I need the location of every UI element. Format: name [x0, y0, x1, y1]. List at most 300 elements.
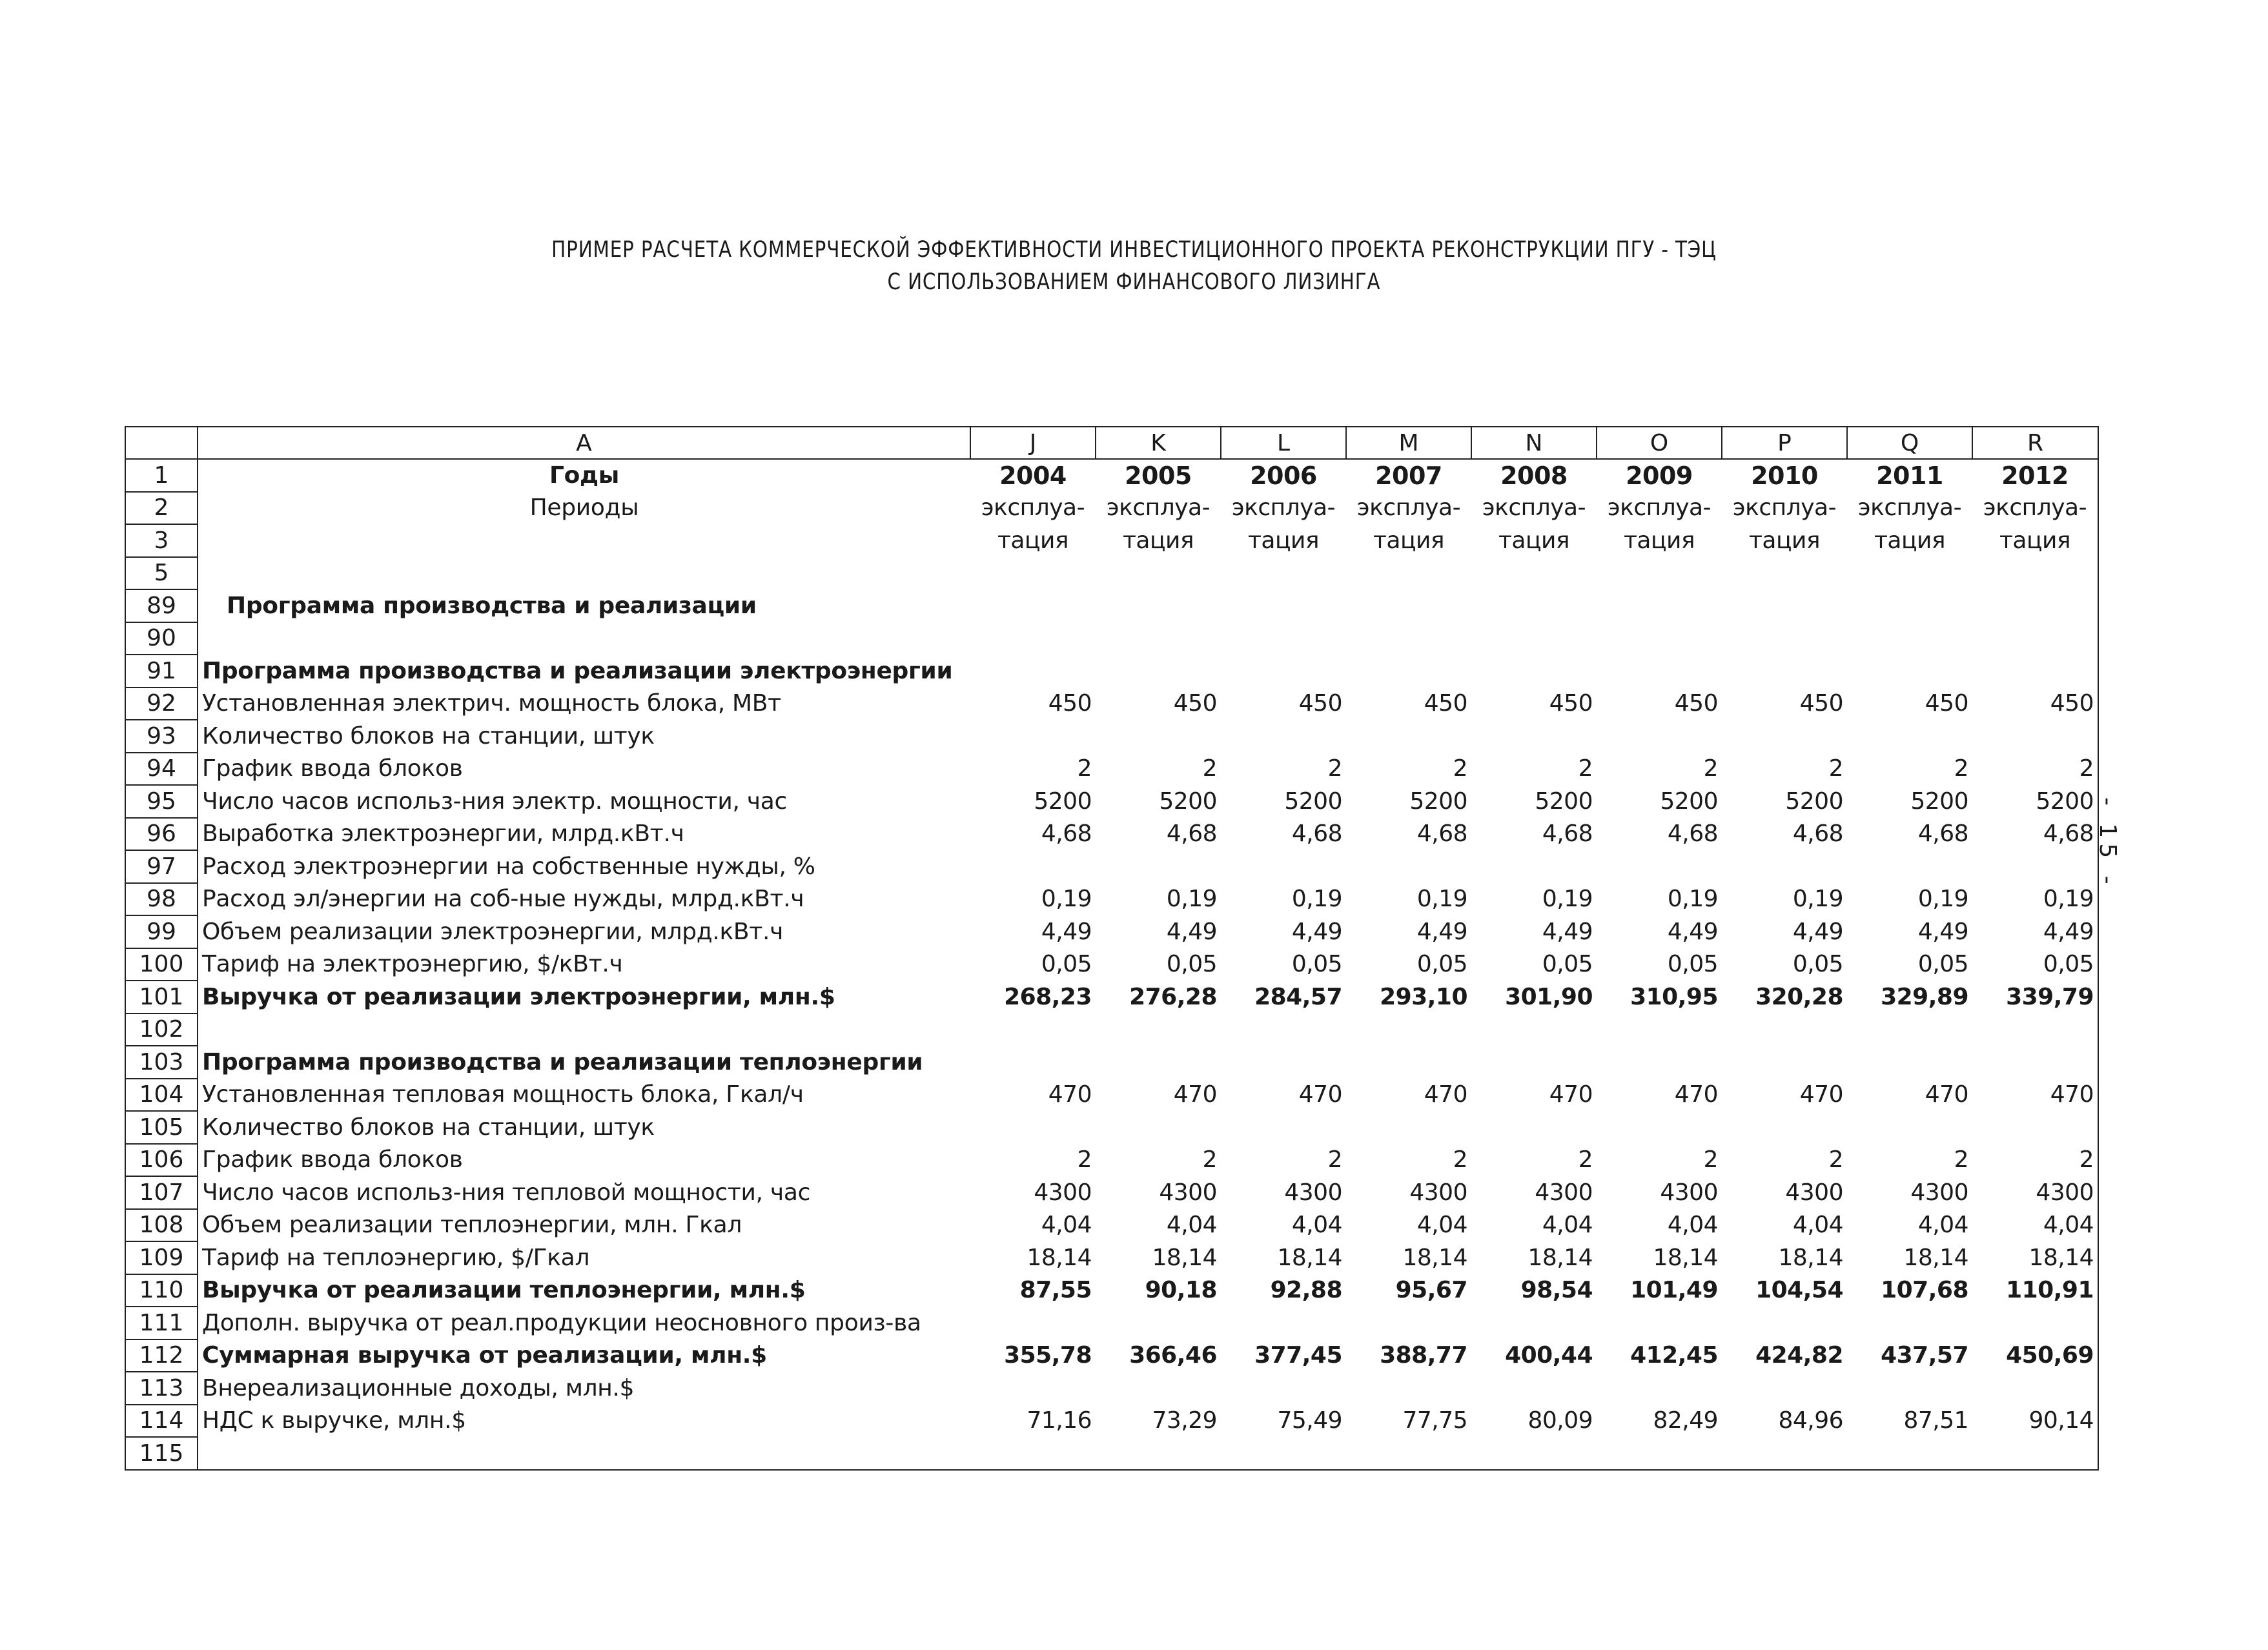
- value-cell[interactable]: 18,14: [1152, 1244, 1217, 1271]
- value-cell[interactable]: 424,82: [1755, 1342, 1843, 1369]
- value-cell[interactable]: [1346, 622, 1471, 655]
- value-cell[interactable]: 388,77: [1380, 1342, 1467, 1369]
- value-cell[interactable]: 301,90: [1505, 983, 1593, 1010]
- row-label-cell[interactable]: [198, 622, 970, 655]
- value-cell[interactable]: 0,05: [1041, 951, 1092, 978]
- value-cell[interactable]: 2: [1578, 1146, 1593, 1174]
- value-cell[interactable]: 4,49: [1972, 915, 2098, 948]
- value-cell[interactable]: [1972, 1307, 2098, 1339]
- value-cell[interactable]: 4,68: [1542, 820, 1593, 848]
- row-number[interactable]: 2: [125, 492, 198, 525]
- row-number[interactable]: 115: [125, 1437, 198, 1470]
- value-cell[interactable]: [1847, 589, 1972, 622]
- row-label-cell[interactable]: Программа производства и реализации: [198, 589, 970, 622]
- value-cell[interactable]: эксплуа-: [1482, 494, 1586, 522]
- row-number[interactable]: 114: [125, 1405, 198, 1438]
- value-cell[interactable]: [1972, 655, 2098, 688]
- value-cell[interactable]: 0,05: [1667, 951, 1718, 978]
- value-cell[interactable]: [970, 1307, 1096, 1339]
- value-cell[interactable]: 107,68: [1881, 1277, 1968, 1304]
- value-cell[interactable]: 2: [1578, 755, 1593, 782]
- row-number[interactable]: 98: [125, 883, 198, 916]
- row-number[interactable]: 103: [125, 1046, 198, 1079]
- value-cell[interactable]: 0,05: [1972, 948, 2098, 981]
- value-cell[interactable]: эксплуа-: [981, 494, 1085, 522]
- value-cell[interactable]: [1847, 1372, 1972, 1405]
- value-cell[interactable]: 4300: [1409, 1179, 1467, 1206]
- value-cell[interactable]: 2: [1077, 1146, 1092, 1174]
- value-cell[interactable]: 0,05: [1416, 951, 1467, 978]
- value-cell[interactable]: 366,46: [1129, 1342, 1217, 1369]
- value-cell[interactable]: [1722, 1013, 1847, 1046]
- value-cell[interactable]: 4,04: [1291, 1212, 1342, 1239]
- value-cell[interactable]: 2010: [1751, 461, 1818, 490]
- value-cell[interactable]: [1096, 1437, 1221, 1470]
- value-cell[interactable]: 92,88: [1270, 1277, 1342, 1304]
- value-cell[interactable]: 4,68: [1041, 820, 1092, 848]
- value-cell[interactable]: 4300: [1284, 1179, 1342, 1206]
- row-label-cell[interactable]: Количество блоков на станции, штук: [198, 720, 970, 753]
- value-cell[interactable]: [970, 1013, 1096, 1046]
- row-number[interactable]: 100: [125, 948, 198, 981]
- value-cell[interactable]: 0,19: [1041, 886, 1092, 913]
- value-cell[interactable]: [1597, 557, 1722, 590]
- value-cell[interactable]: 5200: [1785, 788, 1843, 815]
- value-cell[interactable]: 0,05: [1166, 951, 1217, 978]
- row-label-cell[interactable]: Суммарная выручка от реализации, млн.$: [198, 1339, 970, 1372]
- value-cell[interactable]: [1722, 720, 1847, 753]
- value-cell[interactable]: [1096, 1013, 1221, 1046]
- value-cell[interactable]: тация: [1373, 527, 1445, 554]
- row-number[interactable]: 95: [125, 785, 198, 818]
- value-cell[interactable]: 75,49: [1277, 1407, 1342, 1434]
- value-cell[interactable]: 2: [1828, 1146, 1843, 1174]
- value-cell[interactable]: 470: [1799, 1081, 1843, 1108]
- row-label-cell[interactable]: Объем реализации теплоэнергии, млн. Гкал: [198, 1209, 970, 1242]
- value-cell[interactable]: 110,91: [1972, 1274, 2098, 1307]
- value-cell[interactable]: [1972, 1013, 2098, 1046]
- row-number[interactable]: 112: [125, 1339, 198, 1372]
- value-cell[interactable]: 450: [1048, 690, 1092, 717]
- value-cell[interactable]: 18,14: [1402, 1244, 1467, 1271]
- value-cell[interactable]: [1221, 557, 1346, 590]
- value-cell[interactable]: [1972, 850, 2098, 883]
- row-number[interactable]: 111: [125, 1307, 198, 1339]
- value-cell[interactable]: [970, 557, 1096, 590]
- value-cell[interactable]: 329,89: [1881, 983, 1968, 1010]
- value-cell[interactable]: [970, 1372, 1096, 1405]
- row-number[interactable]: 94: [125, 753, 198, 786]
- value-cell[interactable]: [1221, 1013, 1346, 1046]
- row-label-cell[interactable]: Расход эл/энергии на соб-ные нужды, млрд.кВт.ч: [198, 883, 970, 916]
- value-cell[interactable]: 0,05: [1291, 951, 1342, 978]
- value-cell[interactable]: 4,49: [1416, 918, 1467, 945]
- value-cell[interactable]: [1221, 622, 1346, 655]
- value-cell[interactable]: [1597, 850, 1722, 883]
- value-cell[interactable]: 4,04: [1972, 1209, 2098, 1242]
- value-cell[interactable]: 470: [1298, 1081, 1342, 1108]
- value-cell[interactable]: 4,04: [1792, 1212, 1843, 1239]
- value-cell[interactable]: [1471, 1046, 1597, 1079]
- column-header-a[interactable]: A: [198, 427, 970, 459]
- column-header-q[interactable]: Q: [1847, 427, 1972, 459]
- value-cell[interactable]: 355,78: [1004, 1342, 1092, 1369]
- row-number[interactable]: 102: [125, 1013, 198, 1046]
- value-cell[interactable]: [1096, 622, 1221, 655]
- row-label-cell[interactable]: Выручка от реализации электроэнергии, млн.$: [198, 981, 970, 1013]
- value-cell[interactable]: 450: [1424, 690, 1467, 717]
- value-cell[interactable]: 4,68: [1166, 820, 1217, 848]
- value-cell[interactable]: [970, 655, 1096, 688]
- value-cell[interactable]: 0,05: [1792, 951, 1843, 978]
- value-cell[interactable]: [1597, 1013, 1722, 1046]
- value-cell[interactable]: [1471, 1437, 1597, 1470]
- value-cell[interactable]: 0,19: [1792, 886, 1843, 913]
- value-cell[interactable]: 450: [1799, 690, 1843, 717]
- row-label-cell[interactable]: Тариф на электроэнергию, $/кВт.ч: [198, 948, 970, 981]
- value-cell[interactable]: 18,14: [1277, 1244, 1342, 1271]
- value-cell[interactable]: 2: [1972, 1144, 2098, 1177]
- value-cell[interactable]: [1096, 589, 1221, 622]
- value-cell[interactable]: 5200: [1159, 788, 1217, 815]
- value-cell[interactable]: 4,49: [1792, 918, 1843, 945]
- value-cell[interactable]: 4300: [1972, 1176, 2098, 1209]
- row-number[interactable]: 91: [125, 655, 198, 688]
- value-cell[interactable]: [1722, 1111, 1847, 1144]
- value-cell[interactable]: [1471, 1013, 1597, 1046]
- value-cell[interactable]: 276,28: [1129, 983, 1217, 1010]
- row-label-cell[interactable]: [198, 557, 970, 590]
- value-cell[interactable]: 90,14: [1972, 1405, 2098, 1438]
- row-label-cell[interactable]: Периоды: [198, 492, 970, 525]
- value-cell[interactable]: [1471, 1307, 1597, 1339]
- value-cell[interactable]: [1346, 1437, 1471, 1470]
- row-number[interactable]: 90: [125, 622, 198, 655]
- value-cell[interactable]: 4,04: [1542, 1212, 1593, 1239]
- value-cell[interactable]: [1722, 655, 1847, 688]
- column-header-m[interactable]: M: [1346, 427, 1471, 459]
- value-cell[interactable]: тация: [1247, 527, 1320, 554]
- value-cell[interactable]: 4,49: [1542, 918, 1593, 945]
- value-cell[interactable]: эксплуа-: [1106, 494, 1211, 522]
- value-cell[interactable]: [1597, 1046, 1722, 1079]
- value-cell[interactable]: [1221, 850, 1346, 883]
- column-header-o[interactable]: O: [1597, 427, 1722, 459]
- value-cell[interactable]: [1096, 1046, 1221, 1079]
- value-cell[interactable]: [1972, 589, 2098, 622]
- value-cell[interactable]: [1972, 622, 2098, 655]
- value-cell[interactable]: 0,19: [1166, 886, 1217, 913]
- row-number[interactable]: 101: [125, 981, 198, 1013]
- value-cell[interactable]: [1346, 720, 1471, 753]
- row-number[interactable]: 105: [125, 1111, 198, 1144]
- value-cell[interactable]: [1847, 622, 1972, 655]
- value-cell[interactable]: 18,14: [1972, 1241, 2098, 1274]
- value-cell[interactable]: [1597, 1307, 1722, 1339]
- value-cell[interactable]: 4,04: [1917, 1212, 1968, 1239]
- value-cell[interactable]: 2011: [1876, 461, 1943, 490]
- value-cell[interactable]: [1847, 1013, 1972, 1046]
- value-cell[interactable]: 82,49: [1653, 1407, 1718, 1434]
- row-label-cell[interactable]: Установленная тепловая мощность блока, Гкал/ч: [198, 1079, 970, 1112]
- column-header-r[interactable]: R: [1972, 427, 2098, 459]
- value-cell[interactable]: [1722, 589, 1847, 622]
- row-number[interactable]: 89: [125, 589, 198, 622]
- value-cell[interactable]: 320,28: [1755, 983, 1843, 1010]
- value-cell[interactable]: [1096, 1111, 1221, 1144]
- row-number[interactable]: 99: [125, 915, 198, 948]
- value-cell[interactable]: эксплуа-: [1231, 494, 1336, 522]
- value-cell[interactable]: [1471, 1111, 1597, 1144]
- value-cell[interactable]: тация: [1874, 527, 1946, 554]
- value-cell[interactable]: 4,49: [1917, 918, 1968, 945]
- value-cell[interactable]: 2012: [1972, 459, 2098, 492]
- value-cell[interactable]: 437,57: [1881, 1342, 1968, 1369]
- value-cell[interactable]: [1847, 655, 1972, 688]
- value-cell[interactable]: 4,68: [1917, 820, 1968, 848]
- value-cell[interactable]: [1722, 1437, 1847, 1470]
- value-cell[interactable]: 2: [1077, 755, 1092, 782]
- value-cell[interactable]: 0,19: [1972, 883, 2098, 916]
- value-cell[interactable]: [1346, 589, 1471, 622]
- value-cell[interactable]: эксплуа-: [1732, 494, 1837, 522]
- value-cell[interactable]: [970, 720, 1096, 753]
- row-label-cell[interactable]: Программа производства и реализации электроэнергии: [198, 655, 970, 688]
- value-cell[interactable]: [1346, 1046, 1471, 1079]
- value-cell[interactable]: 4300: [1159, 1179, 1217, 1206]
- value-cell[interactable]: 339,79: [1972, 981, 2098, 1013]
- value-cell[interactable]: [1471, 720, 1597, 753]
- value-cell[interactable]: [1221, 1372, 1346, 1405]
- value-cell[interactable]: 0,19: [1416, 886, 1467, 913]
- value-cell[interactable]: 284,57: [1254, 983, 1342, 1010]
- value-cell[interactable]: 4300: [1034, 1179, 1092, 1206]
- value-cell[interactable]: 2: [1703, 1146, 1718, 1174]
- value-cell[interactable]: 470: [1173, 1081, 1217, 1108]
- value-cell[interactable]: 0,19: [1291, 886, 1342, 913]
- value-cell[interactable]: эксплуа-: [1607, 494, 1711, 522]
- value-cell[interactable]: 0,05: [1542, 951, 1593, 978]
- value-cell[interactable]: 5200: [1910, 788, 1968, 815]
- value-cell[interactable]: [1722, 1372, 1847, 1405]
- column-header-k[interactable]: K: [1096, 427, 1221, 459]
- value-cell[interactable]: [1597, 655, 1722, 688]
- value-cell[interactable]: 2009: [1626, 461, 1693, 490]
- value-cell[interactable]: [1471, 655, 1597, 688]
- value-cell[interactable]: 377,45: [1254, 1342, 1342, 1369]
- value-cell[interactable]: [1221, 1437, 1346, 1470]
- value-cell[interactable]: 71,16: [1027, 1407, 1092, 1434]
- value-cell[interactable]: тация: [1623, 527, 1695, 554]
- value-cell[interactable]: [1597, 720, 1722, 753]
- value-cell[interactable]: 4,49: [1291, 918, 1342, 945]
- value-cell[interactable]: 4,68: [1972, 818, 2098, 851]
- value-cell[interactable]: 4,49: [1667, 918, 1718, 945]
- value-cell[interactable]: 412,45: [1630, 1342, 1718, 1369]
- row-label-cell[interactable]: Тариф на теплоэнергию, $/Гкал: [198, 1241, 970, 1274]
- value-cell[interactable]: 450: [1972, 688, 2098, 720]
- value-cell[interactable]: 4,04: [1166, 1212, 1217, 1239]
- row-label-cell[interactable]: Дополн. выручка от реал.продукции неосновного произ-ва: [198, 1307, 970, 1339]
- value-cell[interactable]: [1847, 1111, 1972, 1144]
- column-header-l[interactable]: L: [1221, 427, 1346, 459]
- value-cell[interactable]: [970, 850, 1096, 883]
- row-number[interactable]: 96: [125, 818, 198, 851]
- value-cell[interactable]: [1722, 850, 1847, 883]
- value-cell[interactable]: [1847, 1437, 1972, 1470]
- value-cell[interactable]: 2: [1972, 753, 2098, 786]
- value-cell[interactable]: [970, 589, 1096, 622]
- value-cell[interactable]: [1346, 1372, 1471, 1405]
- value-cell[interactable]: [1722, 1046, 1847, 1079]
- value-cell[interactable]: 470: [1925, 1081, 1968, 1108]
- value-cell[interactable]: 87,55: [1019, 1277, 1092, 1304]
- value-cell[interactable]: [1346, 1307, 1471, 1339]
- row-number[interactable]: 110: [125, 1274, 198, 1307]
- row-label-cell[interactable]: [198, 524, 970, 557]
- value-cell[interactable]: 2005: [1125, 461, 1192, 490]
- value-cell[interactable]: [1221, 1046, 1346, 1079]
- row-number[interactable]: 107: [125, 1176, 198, 1209]
- row-number[interactable]: 93: [125, 720, 198, 753]
- value-cell[interactable]: 400,44: [1505, 1342, 1593, 1369]
- value-cell[interactable]: 5200: [1409, 788, 1467, 815]
- value-cell[interactable]: [970, 1046, 1096, 1079]
- value-cell[interactable]: [1847, 557, 1972, 590]
- value-cell[interactable]: 0,19: [1542, 886, 1593, 913]
- value-cell[interactable]: эксплуа-: [1857, 494, 1962, 522]
- value-cell[interactable]: 18,14: [1027, 1244, 1092, 1271]
- value-cell[interactable]: 5200: [1660, 788, 1718, 815]
- row-label-cell[interactable]: Программа производства и реализации теплоэнергии: [198, 1046, 970, 1079]
- value-cell[interactable]: [1471, 622, 1597, 655]
- value-cell[interactable]: 4300: [1660, 1179, 1718, 1206]
- value-cell[interactable]: 80,09: [1527, 1407, 1593, 1434]
- value-cell[interactable]: 2: [1453, 1146, 1467, 1174]
- row-label-cell[interactable]: Число часов использ-ния тепловой мощности, час: [198, 1176, 970, 1209]
- value-cell[interactable]: [1847, 720, 1972, 753]
- column-header-p[interactable]: P: [1722, 427, 1847, 459]
- value-cell[interactable]: [1722, 622, 1847, 655]
- value-cell[interactable]: 2004: [999, 461, 1067, 490]
- value-cell[interactable]: эксплуа-: [1972, 492, 2098, 525]
- row-label-cell[interactable]: Выработка электроэнергии, млрд.кВт.ч: [198, 818, 970, 851]
- value-cell[interactable]: [1346, 1013, 1471, 1046]
- row-label-cell[interactable]: Годы: [198, 459, 970, 492]
- value-cell[interactable]: 470: [1424, 1081, 1467, 1108]
- value-cell[interactable]: 5200: [1972, 785, 2098, 818]
- value-cell[interactable]: тация: [1498, 527, 1570, 554]
- value-cell[interactable]: [1096, 850, 1221, 883]
- value-cell[interactable]: 450: [1674, 690, 1718, 717]
- value-cell[interactable]: 450,69: [1972, 1339, 2098, 1372]
- value-cell[interactable]: тация: [997, 527, 1069, 554]
- value-cell[interactable]: [1722, 1307, 1847, 1339]
- row-number[interactable]: 5: [125, 557, 198, 590]
- value-cell[interactable]: [1096, 557, 1221, 590]
- value-cell[interactable]: 4,68: [1792, 820, 1843, 848]
- row-label-cell[interactable]: НДС к выручке, млн.$: [198, 1405, 970, 1438]
- row-number[interactable]: 106: [125, 1144, 198, 1177]
- value-cell[interactable]: 4300: [1910, 1179, 1968, 1206]
- value-cell[interactable]: 2008: [1500, 461, 1568, 490]
- value-cell[interactable]: [1471, 1372, 1597, 1405]
- value-cell[interactable]: [1972, 1046, 2098, 1079]
- row-label-cell[interactable]: Количество блоков на станции, штук: [198, 1111, 970, 1144]
- value-cell[interactable]: 470: [1549, 1081, 1593, 1108]
- value-cell[interactable]: 95,67: [1395, 1277, 1467, 1304]
- value-cell[interactable]: [1972, 557, 2098, 590]
- value-cell[interactable]: тация: [1972, 524, 2098, 557]
- value-cell[interactable]: 77,75: [1402, 1407, 1467, 1434]
- value-cell[interactable]: 2: [1327, 755, 1342, 782]
- value-cell[interactable]: [1221, 720, 1346, 753]
- row-label-cell[interactable]: Расход электроэнергии на собственные нужды, %: [198, 850, 970, 883]
- value-cell[interactable]: 73,29: [1152, 1407, 1217, 1434]
- value-cell[interactable]: 5200: [1535, 788, 1593, 815]
- value-cell[interactable]: [970, 622, 1096, 655]
- row-label-cell[interactable]: [198, 1013, 970, 1046]
- value-cell[interactable]: [1471, 850, 1597, 883]
- value-cell[interactable]: [1221, 1111, 1346, 1144]
- value-cell[interactable]: [1847, 1046, 1972, 1079]
- value-cell[interactable]: [1346, 557, 1471, 590]
- value-cell[interactable]: [1972, 1372, 2098, 1405]
- row-number[interactable]: 113: [125, 1372, 198, 1405]
- value-cell[interactable]: 470: [1972, 1079, 2098, 1112]
- value-cell[interactable]: 18,14: [1778, 1244, 1843, 1271]
- row-label-cell[interactable]: График ввода блоков: [198, 753, 970, 786]
- row-number[interactable]: 3: [125, 524, 198, 557]
- value-cell[interactable]: [1597, 622, 1722, 655]
- value-cell[interactable]: [1847, 850, 1972, 883]
- value-cell[interactable]: 4,68: [1416, 820, 1467, 848]
- value-cell[interactable]: [1096, 1372, 1221, 1405]
- row-label-cell[interactable]: [198, 1437, 970, 1470]
- row-label-cell[interactable]: Число часов использ-ния электр. мощности, час: [198, 785, 970, 818]
- value-cell[interactable]: тация: [1122, 527, 1194, 554]
- value-cell[interactable]: 470: [1674, 1081, 1718, 1108]
- value-cell[interactable]: 4,04: [1667, 1212, 1718, 1239]
- row-label-cell[interactable]: График ввода блоков: [198, 1144, 970, 1177]
- value-cell[interactable]: 450: [1925, 690, 1968, 717]
- value-cell[interactable]: 90,18: [1145, 1277, 1217, 1304]
- value-cell[interactable]: 2: [1327, 1146, 1342, 1174]
- value-cell[interactable]: [1471, 557, 1597, 590]
- value-cell[interactable]: [1597, 1372, 1722, 1405]
- value-cell[interactable]: 450: [1173, 690, 1217, 717]
- value-cell[interactable]: [1346, 655, 1471, 688]
- value-cell[interactable]: 2006: [1250, 461, 1317, 490]
- value-cell[interactable]: [1972, 720, 2098, 753]
- value-cell[interactable]: [1221, 589, 1346, 622]
- value-cell[interactable]: 4,68: [1291, 820, 1342, 848]
- value-cell[interactable]: [1096, 1307, 1221, 1339]
- value-cell[interactable]: 2: [1202, 1146, 1217, 1174]
- value-cell[interactable]: 0,19: [1667, 886, 1718, 913]
- value-cell[interactable]: [1471, 589, 1597, 622]
- value-cell[interactable]: 98,54: [1520, 1277, 1593, 1304]
- value-cell[interactable]: 18,14: [1903, 1244, 1968, 1271]
- value-cell[interactable]: [1096, 655, 1221, 688]
- row-number[interactable]: 97: [125, 850, 198, 883]
- value-cell[interactable]: 87,51: [1903, 1407, 1968, 1434]
- value-cell[interactable]: [1346, 850, 1471, 883]
- row-number[interactable]: 104: [125, 1079, 198, 1112]
- value-cell[interactable]: 4,04: [1041, 1212, 1092, 1239]
- row-label-cell[interactable]: Внереализационные доходы, млн.$: [198, 1372, 970, 1405]
- value-cell[interactable]: 2007: [1375, 461, 1442, 490]
